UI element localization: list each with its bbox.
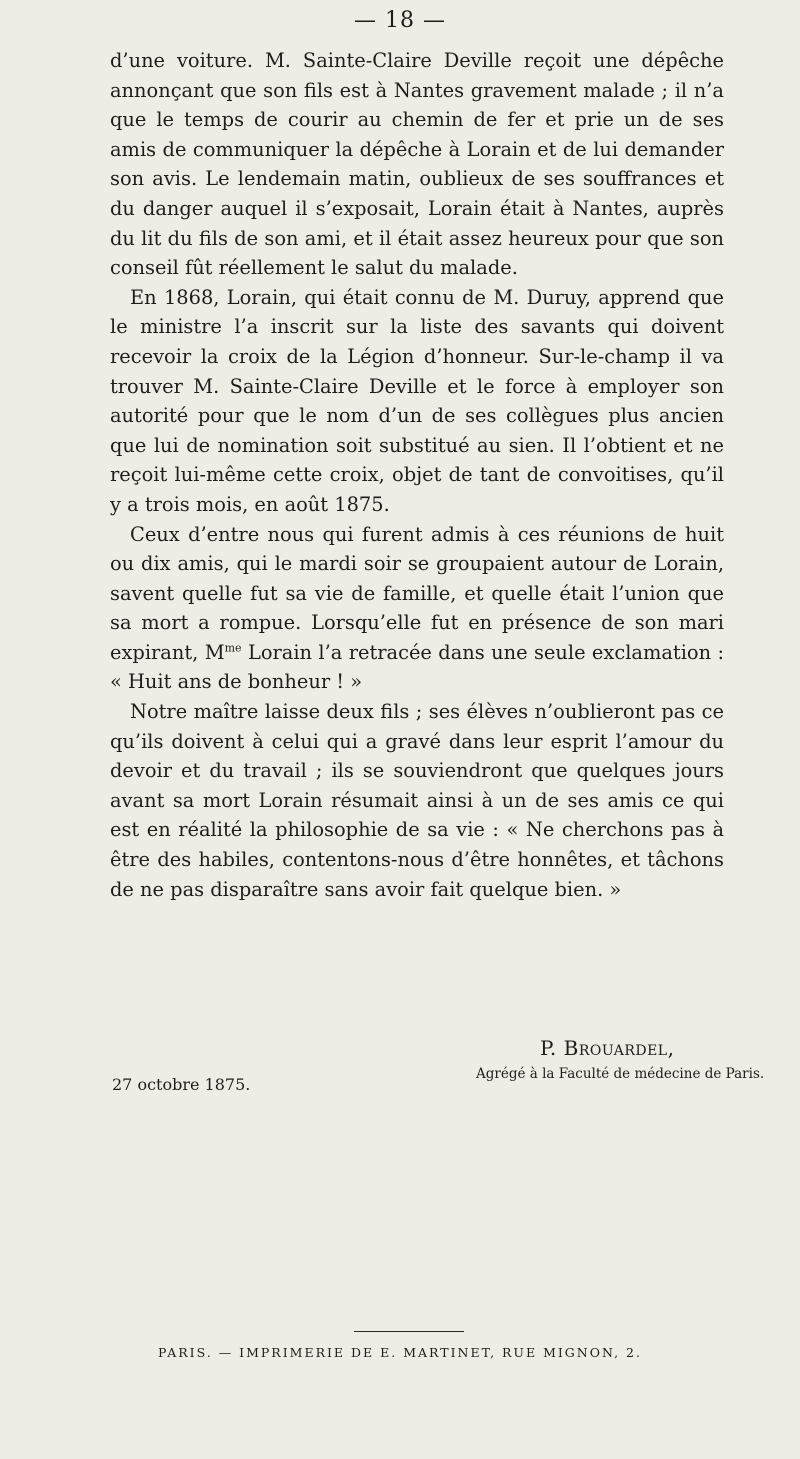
signature-title: Agrégé à la Faculté de médecine de Paris. [476,1066,765,1082]
signature-date: 27 octobre 1875. [112,1075,251,1094]
paragraph-3-text: Ceux d’entre nous qui furent admis à ces réunions de huit ou dix amis, qui le mardi soir se groupaient autour de Lorain, savent quelle fut sa vie de famille, et quelle était l’union que sa mort a rompue. Lorsqu’elle fut en présence de son mari expirant, [110,522,724,664]
body-text [110,46,724,904]
paragraph-2: En 1868, Lorain, qui était connu de M. Duruy, apprend que le ministre l’a inscrit sur la liste des savants qui doivent recevoir la croix de la Légion d’honneur. Sur-le-champ il va trouver M. Sainte-Claire Deville et le force à employer son autorité pour que le nom d’un de ses collègues plus ancien que lui de nomination soit substitué au sien. Il l’obtient et ne reçoit lui-même cette croix, objet de tant de convoitises, qu’il y a trois mois, en août 1875. [110,285,724,516]
paragraph-3-tail: Lorain l’a retracée dans une seule exclamation : « Huit ans de bonheur ! » [110,640,724,694]
madame-abbreviation [205,641,242,664]
paragraph-3 [110,520,724,698]
footer-divider [354,1331,464,1332]
paragraph-4: Notre maître laisse deux fils ; ses élèves n’oublieront pas ce qu’ils doivent à celui qui a gravé dans leur esprit l’amour du devoir et du travail ; ils se souviendront que quelques jours avant sa mort Lorain résumait ainsi à un de ses amis ce qui est en réalité la philosophie de sa vie : « Ne cherchons pas à être des habiles, contentons-nous d’être honnêtes, et tâchons de ne pas disparaître sans avoir fait quelque bien. » [110,700,724,901]
signature-name: P. Brouardel, [540,1036,675,1060]
paragraph-1: d’une voiture. M. Sainte-Claire Deville reçoit une dépêche annonçant que son fils est à Nantes gravement malade ; il n’a que le temps de courir au chemin de fer et prie un de ses amis de communiquer la dépêche à Lorain et de lui demander son avis. Le lendemain matin, oublieux de ses souffrances et du danger auquel il s’exposait, Lorain était à Nantes, auprès du lit du fils de son ami, et il était assez heureux pour que son conseil fût réellement le salut du malade. [110,49,724,280]
madame-abbrev-base: M [204,640,225,664]
printer-imprint: PARIS. — IMPRIMERIE DE E. MARTINET, RUE MIGNON, 2. [157,1345,642,1360]
page-number: — 18 — [354,8,446,33]
madame-abbrev-sup: me [224,641,242,655]
